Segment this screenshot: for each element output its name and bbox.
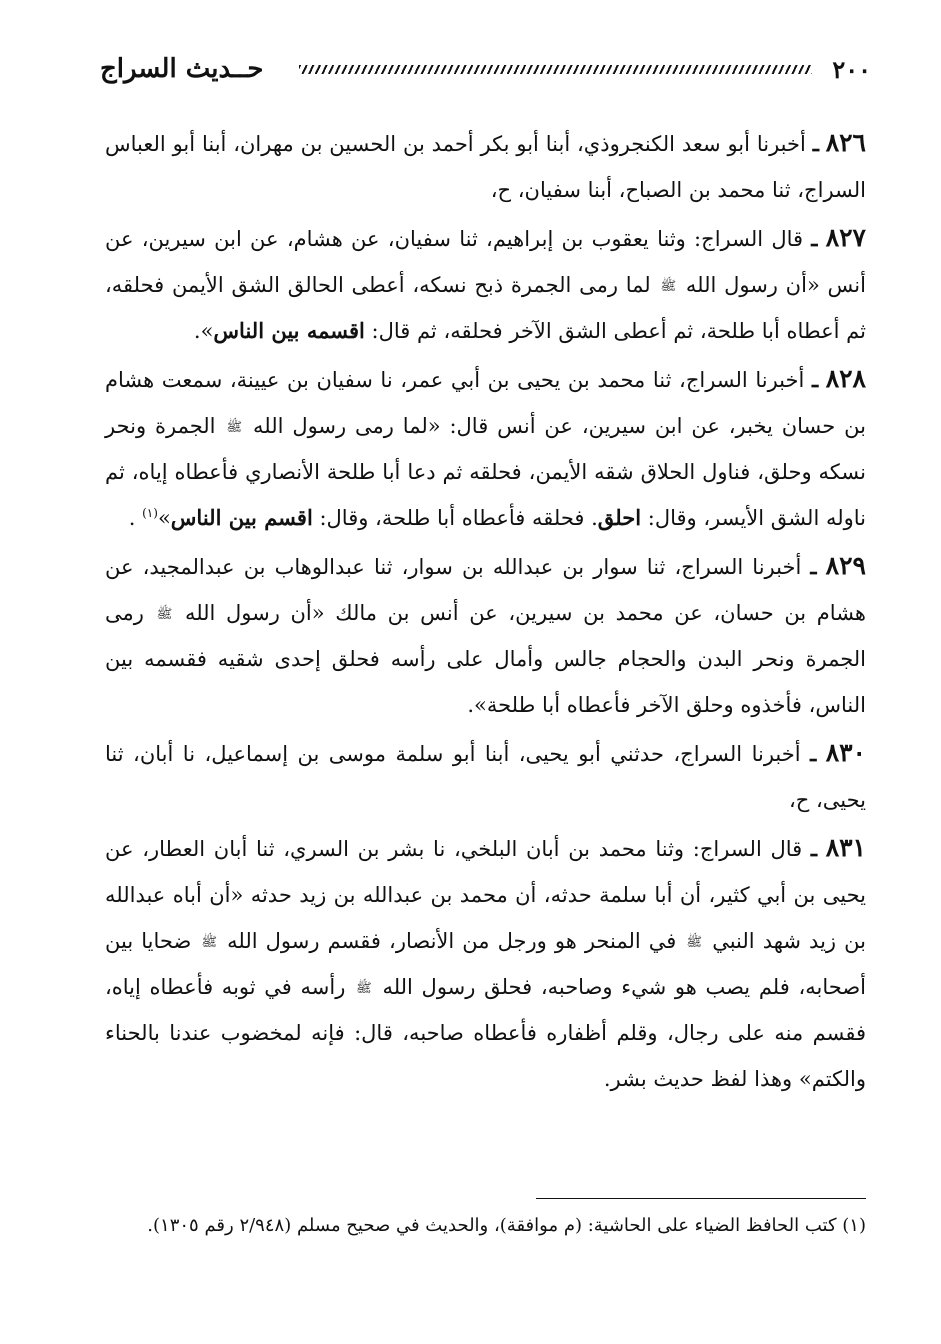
hadith-number: ٨٢٩ (825, 551, 866, 580)
hadith-827 (105, 215, 866, 354)
hadith-dash: ـ (810, 836, 817, 861)
footnote (105, 1206, 866, 1246)
honorific-glyph: ﷺ (660, 279, 677, 294)
page-header (100, 50, 871, 88)
hadith-dash: ـ (812, 131, 819, 156)
honorific-glyph: ﷺ (156, 607, 173, 622)
honorific-glyph: ﷺ (686, 935, 703, 950)
page-number: ٢٠٠ (832, 54, 871, 84)
hadith-dash: ـ (811, 367, 819, 392)
hadith-text: لما رمى الجمرة ذبح نسكه، أعطى الحالق الشق الأيمن فحلقه، ثم أعطاه أبا طلحة، ثم أعطى الشق الآخر فحلقه، ثم قال: (105, 273, 866, 343)
honorific-glyph: ﷺ (201, 935, 218, 950)
hadith-826 (105, 120, 866, 213)
hadith-end: . (128, 506, 136, 530)
hadith-end: ». (193, 319, 214, 343)
hadith-bold-text: اقسم بين الناس (170, 505, 313, 530)
hadith-text: قال السراج: وثنا محمد بن أبان البلخي، نا بشر بن السري، ثنا أبان العطار، عن يحيى بن أبي كثير، أن أبا سلمة حدثه، أن محمد بن عبدالله بن زيد حدثه «أن أباه عبدالله بن زيد شهد النبي (105, 837, 866, 953)
hadith-text: في المنحر هو ورجل من الأنصار، فقسم رسول الله (227, 929, 677, 953)
hadith-text: الجمرة ونحر نسكه وحلق، فناول الحلاق شقه الأيمن، فحلقه ثم دعا أبا طلحة الأنصاري فأعطاه إياه، ثم ناوله الشق الأيسر، وقال: (105, 414, 866, 530)
footnote-reference: (١) (142, 506, 158, 520)
hadith-number: ٨٣٠ (825, 738, 866, 767)
hadith-text: أخبرنا أبو سعد الكنجروذي، أبنا أبو بكر أحمد بن الحسين بن مهران، أبنا أبو العباس السراج، ثنا محمد بن الصباح، أبنا سفيان، ح، (105, 132, 866, 202)
honorific-glyph: ﷺ (226, 420, 243, 435)
hadith-831 (105, 825, 866, 1102)
hadith-number: ٨٢٦ (825, 128, 866, 157)
hadith-number: ٨٢٧ (825, 223, 866, 252)
hadith-text: قال السراج: وثنا يعقوب بن إبراهيم، ثنا سفيان، عن هشام، عن ابن سيرين، عن أنس «أن رسول الله (105, 227, 866, 297)
footnote-text: (١) كتب الحافظ الضياء على الحاشية: (م موافقة)، والحديث في صحيح مسلم (٢/٩٤٨ رقم ١٣٠٥). (147, 1215, 866, 1236)
hadith-828 (105, 356, 866, 541)
header-ornament (299, 65, 812, 74)
hadith-text: ضحايا بين أصحابه، فلم يصب هو شيء وصاحبه، فحلق رسول الله (105, 929, 866, 999)
hadith-830 (105, 730, 866, 823)
hadith-dash: ـ (810, 554, 817, 579)
hadith-dash: ـ (810, 741, 817, 766)
running-title: حــديث السراج (100, 54, 264, 84)
honorific-glyph: ﷺ (356, 981, 372, 996)
hadith-end: » (157, 506, 171, 530)
hadith-text: أخبرنا السراج، ثنا محمد بن يحيى بن أبي عمر، نا سفيان بن عيينة، سمعت هشام بن حسان يخبر، عن ابن سيرين، عن أنس قال: «لما رمى رسول الله (105, 368, 866, 438)
hadith-bold-text: احلق (597, 505, 642, 530)
hadith-text: أخبرنا السراج، ثنا سوار بن عبدالله بن سوار، ثنا عبدالوهاب بن عبدالمجيد، عن هشام بن حسان، عن محمد بن سيرين، عن أنس بن مالك «أن رسول الله (105, 555, 866, 625)
page-body (105, 120, 866, 1102)
hadith-text: أخبرنا السراج، حدثني أبو يحيى، أبنا أبو سلمة موسى بن إسماعيل، نا أبان، ثنا يحيى، ح، (105, 742, 866, 812)
hadith-number: ٨٢٨ (825, 364, 866, 393)
hadith-text: رمى الجمرة ونحر البدن والحجام جالس وأمال على رأسه فحلق إحدى شقيه فقسمه بين الناس، فأخذوه وحلق الآخر فأعطاه أبا طلحة». (105, 601, 866, 717)
hadith-text: . فحلقه فأعطاه أبا طلحة، وقال: (319, 506, 598, 530)
hadith-number: ٨٣١ (825, 833, 866, 862)
hadith-829 (105, 543, 866, 728)
hadith-text: رأسه في ثوبه فأعطاه إياه، فقسم منه على رجال، وقلم أظفاره فأعطاه صاحبه، قال: فإنه لمخضوب عندنا بالحناء والكتم» وهذا لفظ حديث بشر. (105, 975, 866, 1091)
footnote-divider (536, 1198, 866, 1199)
hadith-dash: ـ (811, 226, 818, 251)
hadith-bold-text: اقسمه بين الناس (213, 318, 365, 343)
